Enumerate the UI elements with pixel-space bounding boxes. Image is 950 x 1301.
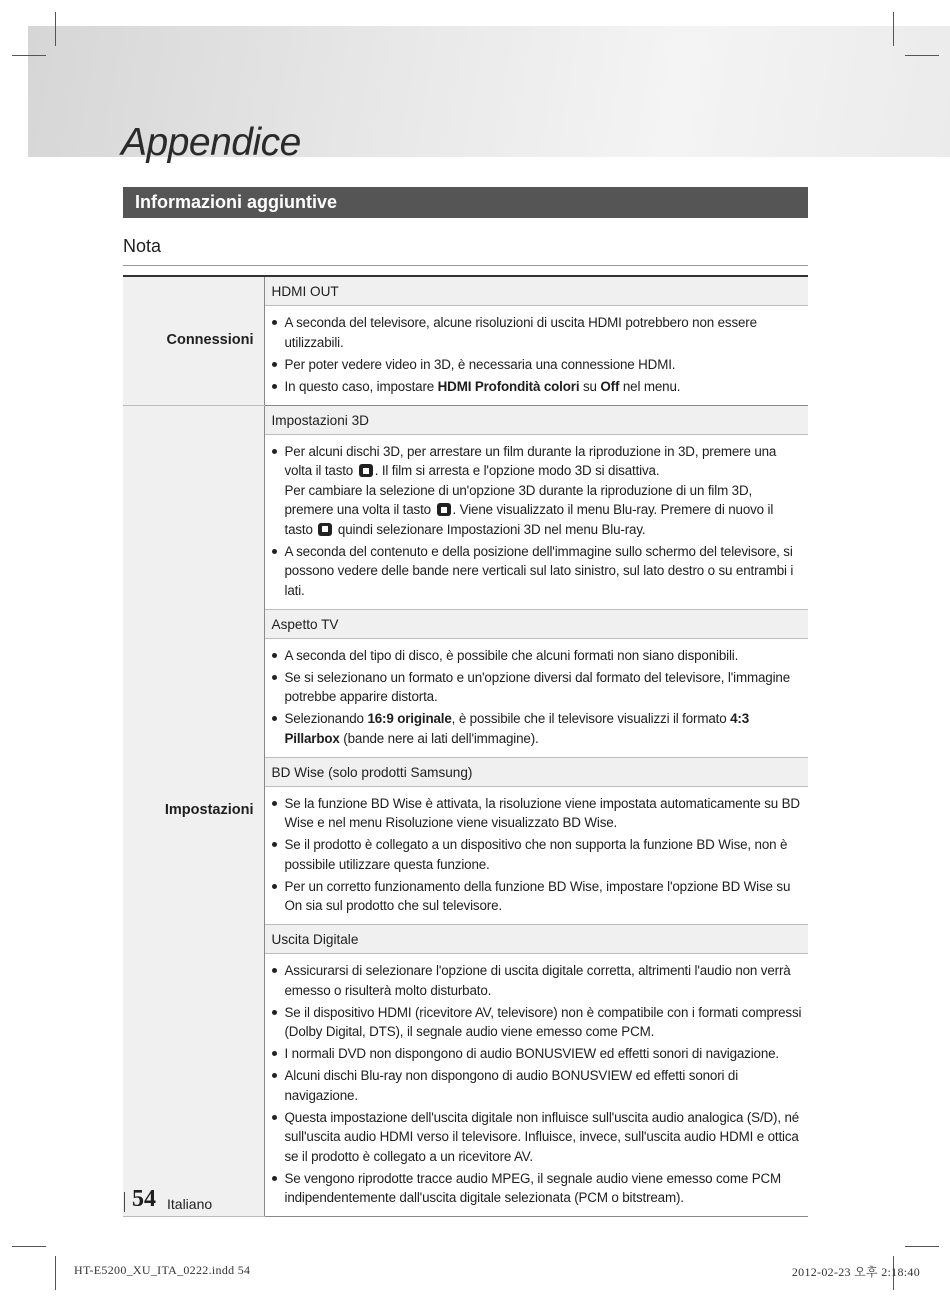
- list-item: Se il prodotto è collegato a un dispositivo che non supporta la funzione BD Wise, non è possibile utilizzare questa funzione.: [270, 835, 805, 874]
- bd-wise-notes: [264, 786, 808, 925]
- crop-mark: [893, 12, 894, 46]
- subheading-bd-wise: BD Wise (solo prodotti Samsung): [264, 757, 808, 786]
- crop-mark: [55, 12, 56, 46]
- crop-mark: [905, 1246, 939, 1247]
- list-item: Alcuni dischi Blu-ray non dispongono di audio BONUSVIEW ed effetti sonori di navigazione.: [270, 1066, 805, 1105]
- subheading-hdmi-out: HDMI OUT: [264, 276, 808, 306]
- menu-option-value: Off: [600, 378, 620, 394]
- list-item: I normali DVD non dispongono di audio BONUSVIEW ed effetti sonori di navigazione.: [270, 1044, 805, 1064]
- format-option: 4:3 Pillarbox: [284, 711, 750, 746]
- list-item: Se vengono riprodotte tracce audio MPEG, il segnale audio viene emesso come PCM indipendentemente dall'uscita digitale selezionata (PCM o bitstream).: [270, 1169, 805, 1208]
- list-item: Se il dispositivo HDMI (ricevitore AV, televisore) non è compatibile con i formati compressi (Dolby Digital, DTS), il segnale audio viene emesso come PCM.: [270, 1003, 805, 1042]
- format-option: 16:9 originale: [367, 711, 452, 726]
- chapter-title: Appendice: [121, 121, 301, 164]
- crop-mark: [12, 1246, 46, 1247]
- crop-mark: [905, 55, 939, 56]
- page-number: 54: [132, 1186, 156, 1212]
- list-item: Per alcuni dischi 3D, per arrestare un film durante la riproduzione in 3D, premere una volta il tasto . Il film si arresta e l'opzione modo 3D si disattiva. Per cambiare la selezione di un'opzione 3D durante la riproduzione di un film 3D, premere una volta il tasto . Viene visualizzato il menu Blu-ray. Premere di nuovo il tasto quindi selezionare Impostazioni 3D nel menu Blu-ray.: [270, 442, 805, 540]
- list-item: Assicurarsi di selezionare l'opzione di uscita digitale corretta, altrimenti l'audio non verrà emesso o risulterà molto disturbato.: [270, 961, 805, 1000]
- list-item: Questa impostazione dell'uscita digitale non influisce sull'uscita audio analogica (S/D), né sull'uscita audio HDMI verso il televisore. Influisce, invece, sull'uscita audio HDMI e ottica se il prodotto è collegato a un ricevitore AV.: [270, 1108, 805, 1167]
- crop-mark: [55, 1256, 56, 1290]
- list-item: Se si selezionano un formato e un'opzione diversi dal formato del televisore, l'immagine potrebbe apparire distorta.: [270, 668, 805, 707]
- category-impostazioni: Impostazioni: [123, 405, 264, 1217]
- divider: [123, 265, 808, 266]
- list-item: Selezionando 16:9 originale, è possibile che il televisore visualizzi il formato 4:3 Pillarbox (bande nere ai lati dell'immagine).: [270, 709, 805, 748]
- crop-mark: [12, 55, 46, 56]
- stop-button-icon: [437, 503, 451, 516]
- list-item: A seconda del contenuto e della posizione dell'immagine sullo schermo del televisore, si possono vedere delle bande nere verticali sul lato sinistro, sul lato destro o su entrambi i lati.: [270, 542, 805, 601]
- list-item: Per poter vedere video in 3D, è necessaria una connessione HDMI.: [270, 355, 805, 375]
- menu-option-name: HDMI Profondità colori: [437, 378, 580, 394]
- subheading-impostazioni-3d: Impostazioni 3D: [264, 405, 808, 434]
- section-title: Informazioni aggiuntive: [123, 187, 808, 218]
- list-item: A seconda del televisore, alcune risoluzioni di uscita HDMI potrebbero non essere utilizzabili.: [270, 313, 805, 352]
- stop-button-icon: [359, 464, 373, 477]
- list-item: Per un corretto funzionamento della funzione BD Wise, impostare l'opzione BD Wise su On sia sul prodotto che sul televisore.: [270, 877, 805, 916]
- aspetto-tv-notes: [264, 638, 808, 757]
- page-language: Italiano: [167, 1196, 213, 1212]
- print-slug-date: 2012-02-23 오후 2:18:40: [791, 1265, 920, 1279]
- subheading-aspetto-tv: Aspetto TV: [264, 609, 808, 638]
- category-connessioni: Connessioni: [123, 276, 264, 405]
- hdmi-out-notes: [264, 306, 808, 406]
- notes-table: [123, 275, 808, 1217]
- subheading-uscita-digitale: Uscita Digitale: [264, 925, 808, 954]
- list-item: In questo caso, impostare HDMI Profondità colori su Off nel menu.: [270, 377, 805, 397]
- note-heading: Nota: [123, 236, 162, 256]
- list-item: A seconda del tipo di disco, è possibile che alcuni formati non siano disponibili.: [270, 646, 805, 666]
- uscita-digitale-notes: [264, 954, 808, 1217]
- list-item: Se la funzione BD Wise è attivata, la risoluzione viene impostata automaticamente su BD Wise e nel menu Risoluzione viene visualizzato BD Wise.: [270, 794, 805, 833]
- print-slug-file: HT-E5200_XU_ITA_0222.indd 54: [74, 1263, 251, 1277]
- stop-button-icon: [318, 523, 332, 536]
- impostazioni-3d-notes: [264, 434, 808, 609]
- page-number-rule: [124, 1192, 125, 1212]
